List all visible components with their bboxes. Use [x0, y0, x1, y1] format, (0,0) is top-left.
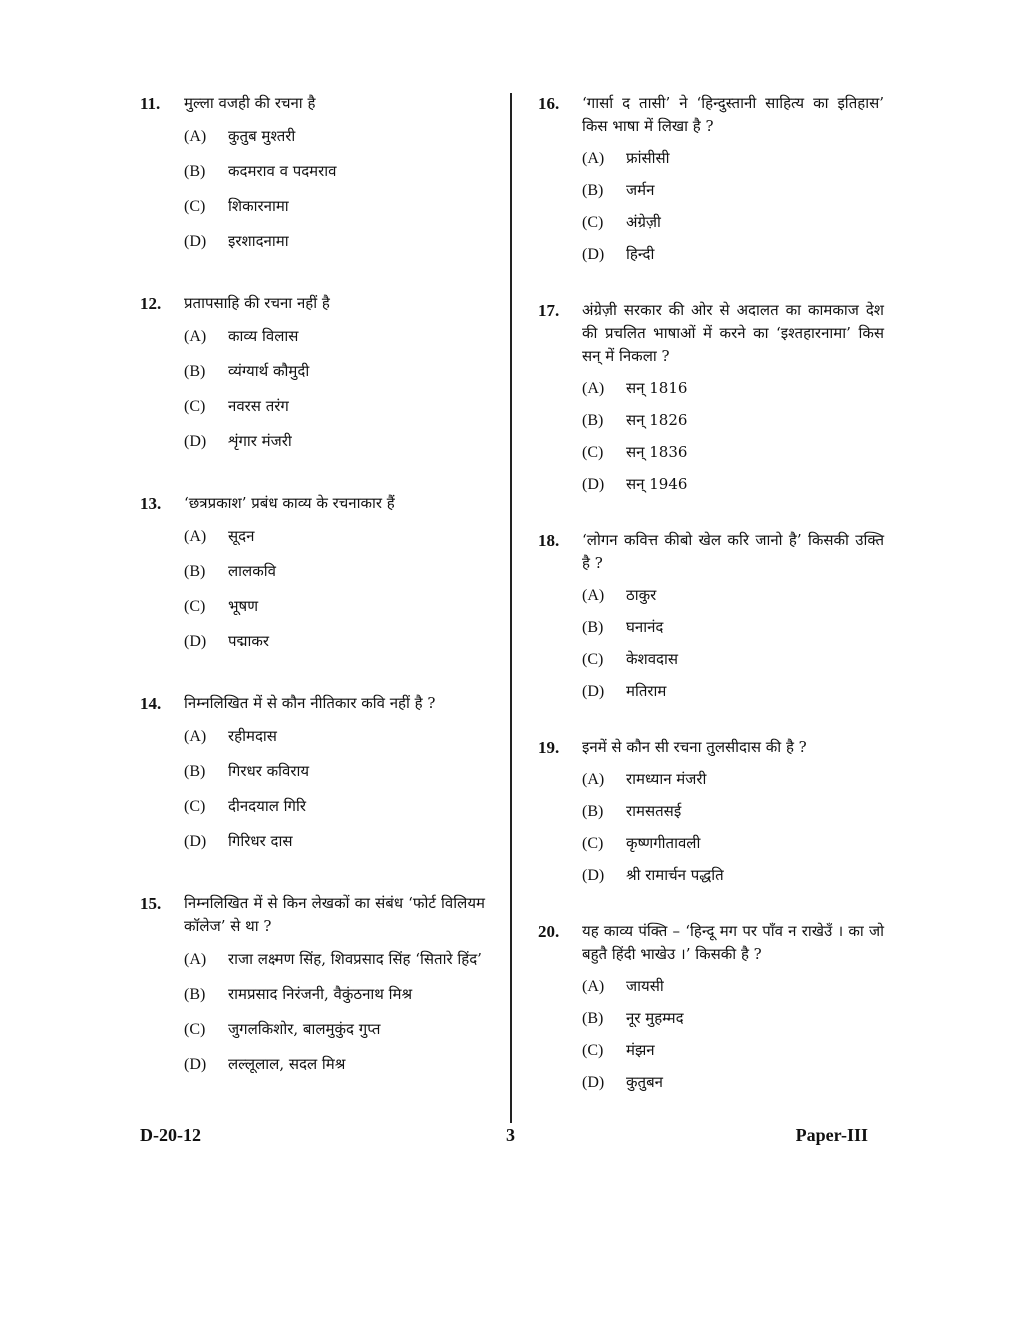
option-text: सन् 1816	[626, 379, 688, 397]
option-text: मतिराम	[626, 682, 667, 700]
option-label: (B)	[582, 803, 604, 820]
question-text: ‘लोगन कवित्त कीबो खेल करि जानो है’ किसकी उक्ति है ?	[582, 531, 884, 572]
answer-option	[140, 395, 485, 418]
page-number: 3	[506, 1125, 515, 1145]
answer-option	[140, 595, 485, 618]
option-text: काव्य विलास	[228, 327, 299, 345]
question-stem	[140, 492, 485, 515]
question-number: 12.	[140, 294, 162, 313]
paper-code: D-20-12	[140, 1125, 201, 1145]
option-list	[140, 948, 485, 1076]
option-text: केशवदास	[626, 650, 679, 668]
option-text: इरशादनामा	[228, 232, 289, 250]
option-text: सन् 1946	[626, 475, 688, 493]
option-label: (D)	[582, 867, 605, 884]
answer-option	[538, 975, 884, 998]
answer-option	[140, 195, 485, 218]
question-block	[140, 892, 485, 1076]
question-block	[538, 529, 884, 703]
option-text: जुगलकिशोर, बालमुकुंद गुप्त	[228, 1020, 381, 1038]
option-label: (A)	[582, 587, 605, 604]
answer-option	[140, 630, 485, 653]
option-text: शृंगार मंजरी	[228, 432, 292, 450]
answer-option	[140, 230, 485, 253]
answer-option	[140, 525, 485, 548]
option-label: (D)	[184, 1056, 207, 1073]
option-text: गिरधर कविराय	[228, 762, 310, 780]
option-text: राजा लक्ष्मण सिंह, शिवप्रसाद सिंह ‘सितारे हिंद’	[228, 950, 482, 968]
answer-option	[538, 680, 884, 703]
answer-option	[538, 616, 884, 639]
option-list	[140, 125, 485, 253]
option-text: कदमराव व पदमराव	[228, 162, 337, 180]
answer-option	[538, 584, 884, 607]
question-number: 18.	[538, 531, 560, 550]
option-text: नवरस तरंग	[228, 397, 289, 415]
option-label: (A)	[184, 128, 207, 145]
question-text: अंग्रेज़ी सरकार की ओर से अदालत का कामकाज देश की प्रचलित भाषाओं में करने का ‘इश्तहारनामा’ किस सन् में निकला ?	[582, 301, 884, 365]
question-block	[140, 692, 485, 853]
answer-option	[538, 648, 884, 671]
answer-option	[538, 441, 884, 464]
question-text: प्रतापसाहि की रचना नहीं है	[184, 294, 330, 312]
question-block	[538, 299, 884, 496]
option-list	[140, 725, 485, 853]
answer-option	[538, 243, 884, 266]
option-text: मंझन	[626, 1041, 655, 1059]
option-text: जर्मन	[626, 181, 655, 199]
answer-option	[538, 179, 884, 202]
answer-option	[140, 430, 485, 453]
answer-option	[140, 948, 485, 971]
option-label: (A)	[582, 380, 605, 397]
option-list	[538, 975, 884, 1094]
option-list	[140, 325, 485, 453]
option-label: (D)	[184, 833, 207, 850]
option-text: रामसतसई	[626, 802, 682, 820]
answer-option	[538, 377, 884, 400]
option-text: दीनदयाल गिरि	[228, 797, 307, 815]
question-text: मुल्ला वजही की रचना है	[184, 94, 316, 112]
option-text: सन् 1826	[626, 411, 688, 429]
option-label: (D)	[582, 246, 605, 263]
question-stem	[538, 92, 884, 138]
answer-option	[140, 325, 485, 348]
option-label: (B)	[184, 986, 206, 1003]
option-text: नूर मुहम्मद	[626, 1009, 684, 1027]
question-number: 19.	[538, 738, 560, 757]
option-text: हिन्दी	[626, 245, 655, 263]
option-text: गिरिधर दास	[228, 832, 293, 850]
question-block	[538, 736, 884, 887]
answer-option	[538, 1039, 884, 1062]
question-text: निम्नलिखित में से कौन नीतिकार कवि नहीं है ?	[184, 694, 436, 712]
answer-option	[140, 760, 485, 783]
page-footer	[140, 1125, 868, 1149]
question-number: 15.	[140, 894, 162, 913]
option-label: (C)	[184, 198, 206, 215]
option-text: लल्लूलाल, सदल मिश्र	[228, 1055, 346, 1073]
question-stem	[140, 292, 485, 315]
answer-option	[538, 1071, 884, 1094]
option-text: सन् 1836	[626, 443, 688, 461]
question-number: 20.	[538, 922, 560, 941]
option-text: रामध्यान मंजरी	[626, 770, 707, 788]
question-block	[140, 492, 485, 653]
option-text: कुतुबन	[626, 1073, 663, 1091]
option-label: (A)	[184, 951, 207, 968]
option-label: (D)	[582, 1074, 605, 1091]
answer-option	[538, 147, 884, 170]
answer-option	[140, 725, 485, 748]
question-text: इनमें से कौन सी रचना तुलसीदास की है ?	[582, 738, 807, 756]
answer-option	[140, 160, 485, 183]
right-column	[538, 92, 884, 1127]
option-list	[538, 377, 884, 496]
answer-option	[538, 409, 884, 432]
question-text: ‘गार्सा द तासी’ ने ‘हिन्दुस्तानी साहित्य का इतिहास’ किस भाषा में लिखा है ?	[582, 94, 884, 135]
question-block	[140, 292, 485, 453]
question-text: यह काव्य पंक्ति – ‘हिन्दू मग पर पाँव न राखेउँ । का जो बहुतै हिंदी भाखेउ ।’ किसकी है ?	[582, 922, 884, 963]
answer-option	[538, 211, 884, 234]
option-text: श्री रामार्चन पद्धति	[626, 866, 724, 884]
answer-option	[538, 473, 884, 496]
option-text: रहीमदास	[228, 727, 277, 745]
question-text: निम्नलिखित में से किन लेखकों का संबंध ‘फोर्ट विलियम कॉलेज’ से था ?	[184, 894, 485, 935]
option-list	[538, 584, 884, 703]
option-label: (C)	[582, 214, 604, 231]
option-text: व्यंग्यार्थ कौमुदी	[228, 362, 310, 380]
answer-option	[538, 832, 884, 855]
option-label: (D)	[184, 633, 207, 650]
option-label: (A)	[582, 150, 605, 167]
option-label: (D)	[184, 233, 207, 250]
option-list	[140, 525, 485, 653]
answer-option	[140, 1053, 485, 1076]
option-text: पद्माकर	[228, 632, 270, 650]
option-label: (B)	[184, 363, 206, 380]
option-list	[538, 147, 884, 266]
option-label: (A)	[582, 978, 605, 995]
option-label: (D)	[582, 683, 605, 700]
question-block	[538, 920, 884, 1094]
option-label: (B)	[582, 619, 604, 636]
answer-option	[140, 1018, 485, 1041]
question-number: 14.	[140, 694, 162, 713]
option-label: (B)	[582, 182, 604, 199]
question-text: ‘छत्रप्रकाश’ प्रबंध काव्य के रचनाकार हैं	[184, 494, 395, 512]
option-label: (A)	[184, 528, 207, 545]
question-stem	[538, 529, 884, 575]
answer-option	[538, 1007, 884, 1030]
question-number: 17.	[538, 301, 560, 320]
option-label: (C)	[582, 651, 604, 668]
answer-option	[538, 768, 884, 791]
option-text: घनानंद	[626, 618, 664, 636]
option-text: सूदन	[228, 527, 255, 545]
option-label: (B)	[184, 763, 206, 780]
option-text: जायसी	[626, 977, 664, 995]
option-label: (A)	[184, 728, 207, 745]
option-label: (B)	[184, 563, 206, 580]
option-label: (B)	[582, 412, 604, 429]
option-label: (B)	[582, 1010, 604, 1027]
left-column	[140, 92, 485, 1115]
option-label: (C)	[184, 398, 206, 415]
option-label: (C)	[582, 835, 604, 852]
option-text: रामप्रसाद निरंजनी, वैकुंठनाथ मिश्र	[228, 985, 413, 1003]
answer-option	[538, 800, 884, 823]
question-number: 16.	[538, 94, 560, 113]
question-stem	[538, 920, 884, 966]
option-label: (C)	[184, 798, 206, 815]
answer-option	[538, 864, 884, 887]
answer-option	[140, 360, 485, 383]
option-text: लालकवि	[228, 562, 276, 580]
paper-label: Paper-III	[795, 1125, 868, 1145]
option-label: (D)	[184, 433, 207, 450]
question-block	[140, 92, 485, 253]
question-number: 11.	[140, 94, 161, 113]
question-stem	[538, 299, 884, 368]
answer-option	[140, 560, 485, 583]
column-divider	[510, 93, 512, 1123]
option-label: (A)	[582, 771, 605, 788]
answer-option	[140, 795, 485, 818]
option-text: ठाकुर	[626, 586, 657, 604]
answer-option	[140, 983, 485, 1006]
question-stem	[140, 92, 485, 115]
answer-option	[140, 125, 485, 148]
option-text: फ्रांसीसी	[626, 149, 670, 167]
option-text: अंग्रेज़ी	[626, 213, 661, 231]
option-label: (C)	[582, 444, 604, 461]
option-text: शिकारनामा	[228, 197, 289, 215]
option-label: (A)	[184, 328, 207, 345]
option-text: कुतुब मुश्तरी	[228, 127, 296, 145]
option-label: (C)	[184, 1021, 206, 1038]
question-block	[538, 92, 884, 266]
question-number: 13.	[140, 494, 162, 513]
option-text: कृष्णगीतावली	[626, 834, 701, 852]
question-stem	[140, 692, 485, 715]
option-text: भूषण	[228, 597, 259, 615]
option-label: (B)	[184, 163, 206, 180]
option-label: (C)	[184, 598, 206, 615]
option-label: (C)	[582, 1042, 604, 1059]
answer-option	[140, 830, 485, 853]
option-list	[538, 768, 884, 887]
question-stem	[538, 736, 884, 759]
question-stem	[140, 892, 485, 938]
option-label: (D)	[582, 476, 605, 493]
